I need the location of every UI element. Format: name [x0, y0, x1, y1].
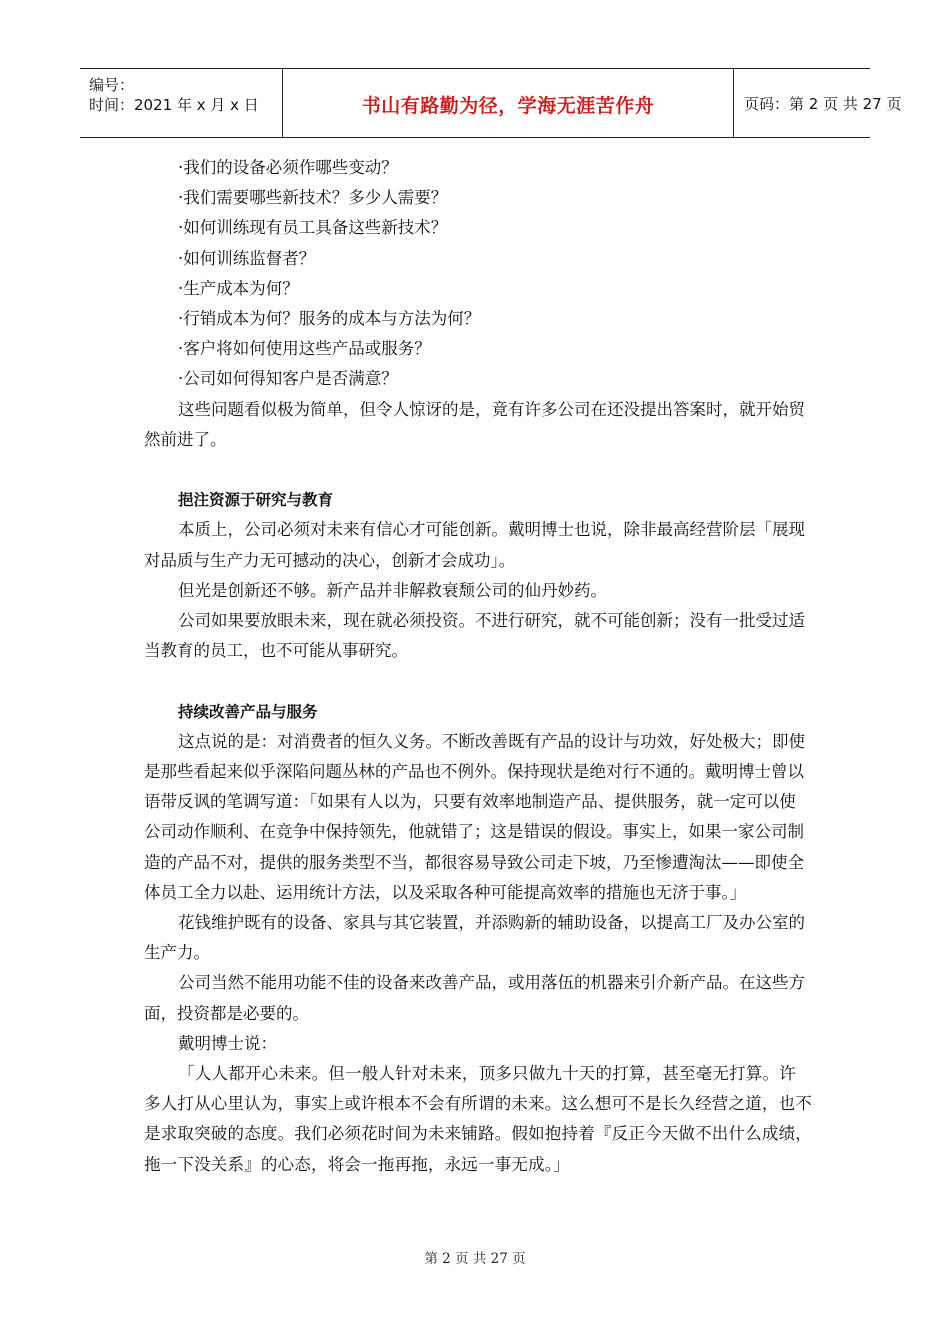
paragraph: 本质上，公司必须对未来有信心才可能创新。戴明博士也说，除非最高经营阶层「展现对品质与生产力无可撼动的决心，创新才会成功」。: [144, 520, 805, 570]
bullet-item: ·我们的设备必须作哪些变动？: [178, 158, 398, 177]
section-heading-improve: 持续改善产品与服务: [178, 702, 318, 721]
bullet-item: ·如何训练监督者？: [178, 248, 316, 268]
page-footer: 第 2 页 共 27 页: [424, 1251, 526, 1267]
header-page-cell: [734, 69, 902, 137]
bullet-item: ·公司如何得知客户是否满意？: [178, 369, 398, 389]
bullet-item: ·如何训练现有员工具备这些新技术？: [178, 218, 448, 238]
bullet-item: ·生产成本为何？: [178, 278, 299, 298]
number-label: 编号：: [89, 76, 135, 94]
time-label: 时间：2021 年 x 月 x 日: [89, 96, 259, 114]
section-gap: [144, 666, 812, 696]
paragraph: 公司如果要放眼未来，现在就必须投资。不进行研究，就不可能创新；没有一批受过适当教育的员工，也不可能从事研究。: [144, 611, 805, 661]
section-gap: [144, 455, 812, 485]
paragraph: 花钱维护既有的设备、家具与其它装置，并添购新的辅助设备，以提高工厂及办公室的生产力。: [144, 913, 805, 963]
header-meta-cell: [80, 69, 283, 137]
header-motto-cell: [283, 69, 734, 137]
bullet-item: ·客户将如何使用这些产品或服务？: [178, 339, 431, 359]
quote-paragraph: 「人人都开心未来。但一般人针对未来，顶多只做九十天的打算，甚至毫无打算。许多人打从心里认为，事实上或许根本不会有所谓的未来。这么想可不是长久经营之道，也不是求取突破的态度。我们必须花时间为未来铺路。假如抱持着『反正今天做不出什么成绩，拖一下没关系』的心态，将会一拖再拖，永远一事无成。」: [144, 1064, 812, 1174]
motto-text: 书山有路勤为径，学海无涯苦作舟: [361, 95, 655, 117]
paragraph: 公司当然不能用功能不佳的设备来改善产品，或用落伍的机器来引介新产品。在这些方面，投资都是必要的。: [144, 973, 805, 1023]
paragraph: 但光是创新还不够。新产品并非解救衰颓公司的仙丹妙药。: [178, 580, 607, 600]
page-header: [80, 68, 902, 138]
intro-paragraph: 这些问题看似极为简单，但令人惊讶的是，竟有许多公司在还没提出答案时，就开始贸然前进了。: [144, 399, 805, 449]
bullet-item: ·行销成本为何？服务的成本与方法为何？: [178, 309, 481, 329]
header-page-label: 页码：第 2 页 共 27 页: [744, 95, 902, 113]
paragraph: 这点说的是：对消费者的恒久义务。不断改善既有产品的设计与功效，好处极大；即使是那些看起来似乎深陷问题丛林的产品也不例外。保持现状是绝对行不通的。戴明博士曾以语带反讽的笔调写道：「如果有人以为，只要有效率地制造产品、提供服务，就一定可以使公司动作顺利、在竞争中保持领先，他就错了；这是错误的假设。事实上，如果一家公司制造的产品不对，提供的服务类型不当，都很容易导致公司走下坡，乃至惨遭淘汰——即使全体员工全力以赴、运用统计方法，以及采取各种可能提高效率的措施也无济于事。」: [144, 731, 805, 902]
bullet-item: ·我们需要哪些新技术？多少人需要？: [178, 188, 448, 208]
section-heading-research: 挹注资源于研究与教育: [178, 491, 334, 510]
document-body: [144, 153, 812, 1180]
paragraph: 戴明博士说：: [178, 1033, 277, 1053]
